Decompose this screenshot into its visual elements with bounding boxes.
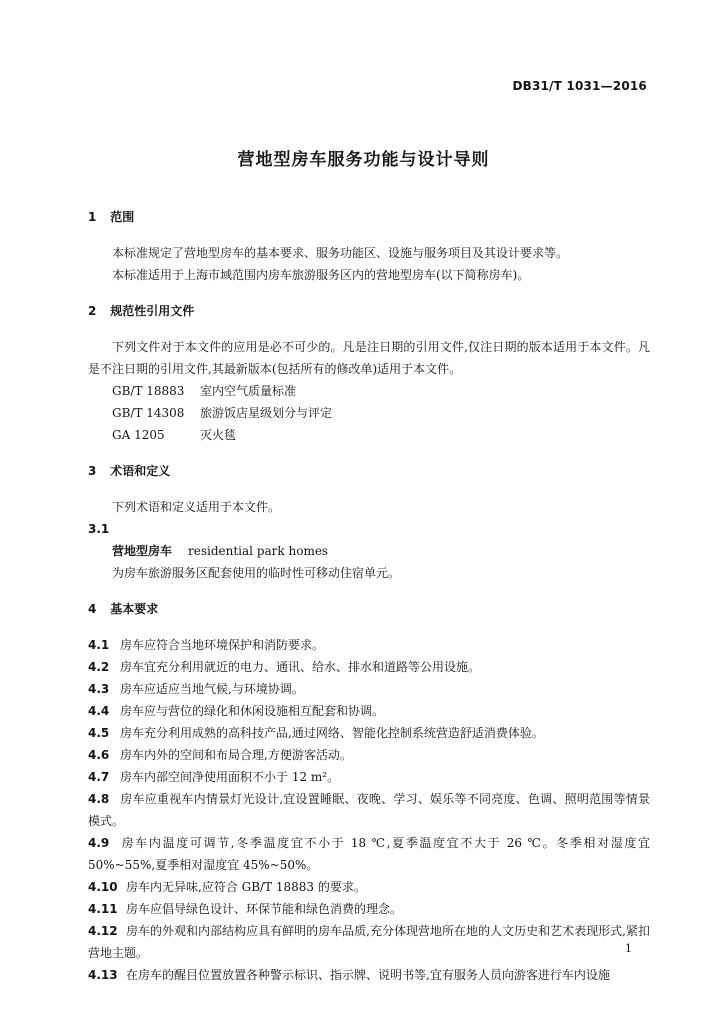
- item-text: 房车应适应当地气候,与环境协调。: [120, 682, 304, 696]
- term-chinese: 营地型房车: [112, 544, 173, 558]
- item-number: 4.12: [88, 924, 118, 938]
- item-number: 4.7: [88, 770, 110, 784]
- paragraph: 本标准规定了营地型房车的基本要求、服务功能区、设施与服务项目及其设计要求等。: [112, 246, 569, 260]
- item-number: 4.2: [88, 660, 110, 674]
- requirement-item: [88, 678, 650, 700]
- term-definition: 为房车旅游服务区配套使用的临时性可移动住宿单元。: [112, 566, 401, 580]
- section-number: 4: [88, 602, 97, 616]
- section-4-heading: [88, 598, 650, 620]
- item-text: 房车应与营位的绿化和休闲设施相互配套和协调。: [120, 704, 385, 718]
- reference-item: [112, 380, 650, 402]
- item-number: 4.3: [88, 682, 110, 696]
- item-number: 4.4: [88, 704, 110, 718]
- reference-code: GB/T 18883: [112, 384, 185, 398]
- requirement-item: [88, 722, 650, 744]
- item-number: 4.6: [88, 748, 110, 762]
- requirement-item: [88, 964, 650, 986]
- section-title: 规范性引用文件: [110, 304, 195, 318]
- item-text: 房车宜充分利用就近的电力、通讯、给水、排水和道路等公用设施。: [120, 660, 481, 674]
- reference-code: GA 1205: [112, 428, 165, 442]
- reference-title: 室内空气质量标准: [200, 384, 297, 398]
- item-number: 4.5: [88, 726, 110, 740]
- reference-title: 灭火毯: [200, 428, 237, 442]
- item-text: 房车应重视车内情景灯光设计,宜设置睡眠、夜晚、学习、娱乐等不同亮度、色调、照明范围等情景模式。: [88, 792, 650, 828]
- reference-item: [112, 402, 650, 424]
- section-title: 术语和定义: [110, 464, 171, 478]
- section-3-heading: [88, 460, 650, 482]
- section-number: 2: [88, 304, 97, 318]
- item-text: 房车内外的空间和布局合理,方便游客活动。: [120, 748, 352, 762]
- item-number: 4.10: [88, 880, 118, 894]
- item-text: 房车内部空间净使用面积不小于 12 m²。: [120, 770, 340, 784]
- item-text: 房车内无异味,应符合 GB/T 18883 的要求。: [126, 880, 366, 894]
- item-number: 4.13: [88, 968, 118, 982]
- paragraph: 本标准适用于上海市域范围内房车旅游服务区内的营地型房车(以下简称房车)。: [112, 268, 530, 282]
- item-text: 房车的外观和内部结构应具有鲜明的房车品质,充分体现营地所在地的人文历史和艺术表现形式,紧扣营地主题。: [88, 924, 650, 960]
- section-title: 基本要求: [110, 602, 159, 616]
- document-title: 营地型房车服务功能与设计导则: [237, 150, 490, 170]
- requirement-item: [88, 876, 650, 898]
- reference-code: GB/T 14308: [112, 406, 185, 420]
- requirement-item: [88, 700, 650, 722]
- standard-number: DB31/T 1031—2016: [512, 79, 647, 93]
- paragraph: 下列文件对于本文件的应用是必不可少的。凡是注日期的引用文件,仅注日期的版本适用于本文件。凡是不注日期的引用文件,其最新版本(包括所有的修改单)适用于本文件。: [88, 340, 650, 376]
- requirement-item: [88, 766, 650, 788]
- section-title: 范围: [110, 210, 135, 224]
- requirement-item: [88, 898, 650, 920]
- reference-title: 旅游饭店星级划分与评定: [200, 406, 333, 420]
- item-text: 房车应符合当地环境保护和消防要求。: [120, 638, 325, 652]
- requirement-item: [88, 634, 650, 656]
- item-number: 4.8: [88, 792, 110, 806]
- reference-item: [112, 424, 650, 446]
- paragraph: 下列术语和定义适用于本文件。: [112, 500, 281, 514]
- item-number: 4.1: [88, 638, 110, 652]
- requirement-item: [88, 744, 650, 766]
- item-number: 4.11: [88, 902, 118, 916]
- requirement-item: [88, 656, 650, 678]
- term-entry: [112, 540, 650, 562]
- item-text: 房车应倡导绿色设计、环保节能和绿色消费的理念。: [126, 902, 403, 916]
- page-number: 1: [625, 942, 632, 955]
- section-2-heading: [88, 300, 650, 322]
- term-number: 3.1: [88, 522, 110, 536]
- section-number: 3: [88, 464, 97, 478]
- requirement-item: [88, 788, 650, 832]
- section-number: 1: [88, 210, 97, 224]
- document-body: [88, 206, 650, 986]
- item-text: 房车充分利用成熟的高科技产品,通过网络、智能化控制系统营造舒适消费体验。: [120, 726, 544, 740]
- requirement-item: [88, 832, 650, 876]
- section-1-heading: [88, 206, 650, 228]
- item-text: 房车内温度可调节,冬季温度宜不小于 18 ℃,夏季温度宜不大于 26 ℃。冬季相对湿度宜 50%~55%,夏季相对湿度宜 45%~50%。: [88, 836, 650, 872]
- item-text: 在房车的醒目位置放置各种警示标识、指示牌、说明书等,宜有服务人员向游客进行车内设施: [126, 968, 610, 982]
- requirement-item: [88, 920, 650, 964]
- item-number: 4.9: [88, 836, 110, 850]
- term-english: residential park homes: [188, 544, 329, 558]
